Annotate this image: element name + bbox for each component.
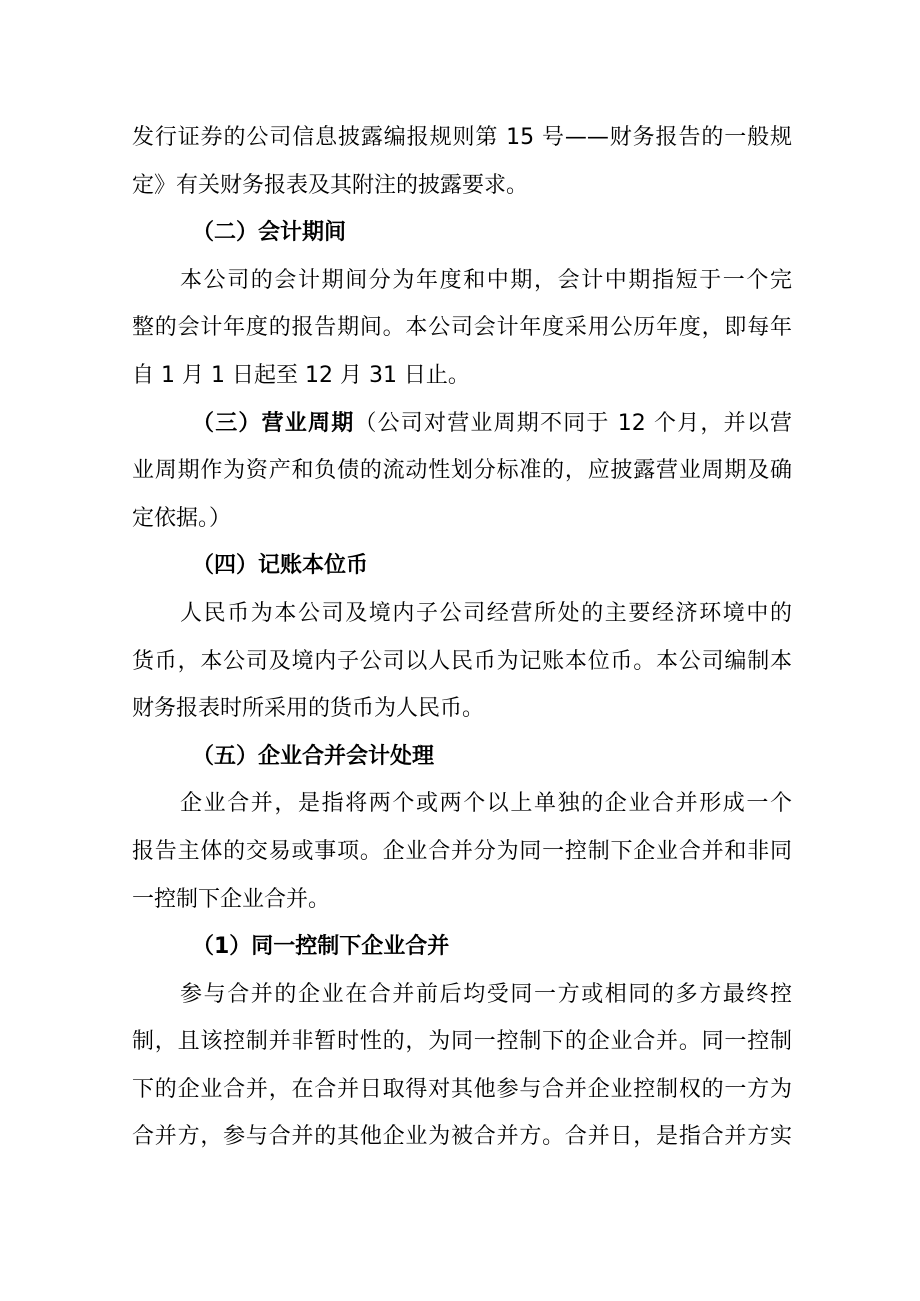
paragraph-line: 人民币为本公司及境内子公司经营所处的主要经济环境中的 xyxy=(180,600,792,626)
intro-line: 定》有关财务报表及其附注的披露要求。 xyxy=(132,172,529,198)
paragraph-line: 自 1 月 1 日起至 12 月 31 日止。 xyxy=(132,362,470,388)
paragraph-line: 企业合并，是指将两个或两个以上单独的企业合并形成一个 xyxy=(180,791,792,817)
paragraph-line: 报告主体的交易或事项。企业合并分为同一控制下企业合并和非同 xyxy=(132,838,792,864)
paragraph-line: 参与合并的企业在合并前后均受同一方或相同的多方最终控 xyxy=(180,981,792,1007)
operating-cycle-note: （公司对营业周期不同于 12 个月，并以营 xyxy=(354,410,792,436)
paragraph-line: 定依据。） xyxy=(132,505,232,531)
paragraph-line: 合并方，参与合并的其他企业为被合并方。合并日，是指合并方实 xyxy=(132,1124,792,1150)
section-heading-accounting-period: （二）会计期间 xyxy=(192,220,347,246)
intro-line: 发行证券的公司信息披露编报规则第 15 号——财务报告的一般规 xyxy=(132,125,792,150)
paragraph-line: 货币，本公司及境内子公司以人民币为记账本位币。本公司编制本 xyxy=(132,648,792,674)
section-heading-business-combination: （五）企业合并会计处理 xyxy=(192,743,435,769)
paragraph-line: 整的会计年度的报告期间。本公司会计年度采用公历年度，即每年 xyxy=(132,315,792,341)
section-heading-functional-currency: （四）记账本位币 xyxy=(192,553,369,579)
paragraph-line: 本公司的会计期间分为年度和中期，会计中期指短于一个完 xyxy=(180,267,792,293)
paragraph-line: 财务报表时所采用的货币为人民币。 xyxy=(132,696,485,722)
section-line-operating-cycle xyxy=(132,400,792,448)
paragraph-line: 业周期作为资产和负债的流动性划分标准的，应披露营业周期及确 xyxy=(132,458,792,484)
subsection-heading-common-control: （1）同一控制下企业合并 xyxy=(192,934,450,960)
paragraph-line: 下的企业合并，在合并日取得对其他参与合并企业控制权的一方为 xyxy=(132,1076,792,1102)
document-page xyxy=(132,114,792,1161)
paragraph-line: 一控制下企业合并。 xyxy=(132,886,331,912)
section-heading-operating-cycle: （三）营业周期 xyxy=(192,410,355,436)
paragraph-line: 制，且该控制并非暂时性的，为同一控制下的企业合并。同一控制 xyxy=(132,1029,792,1055)
